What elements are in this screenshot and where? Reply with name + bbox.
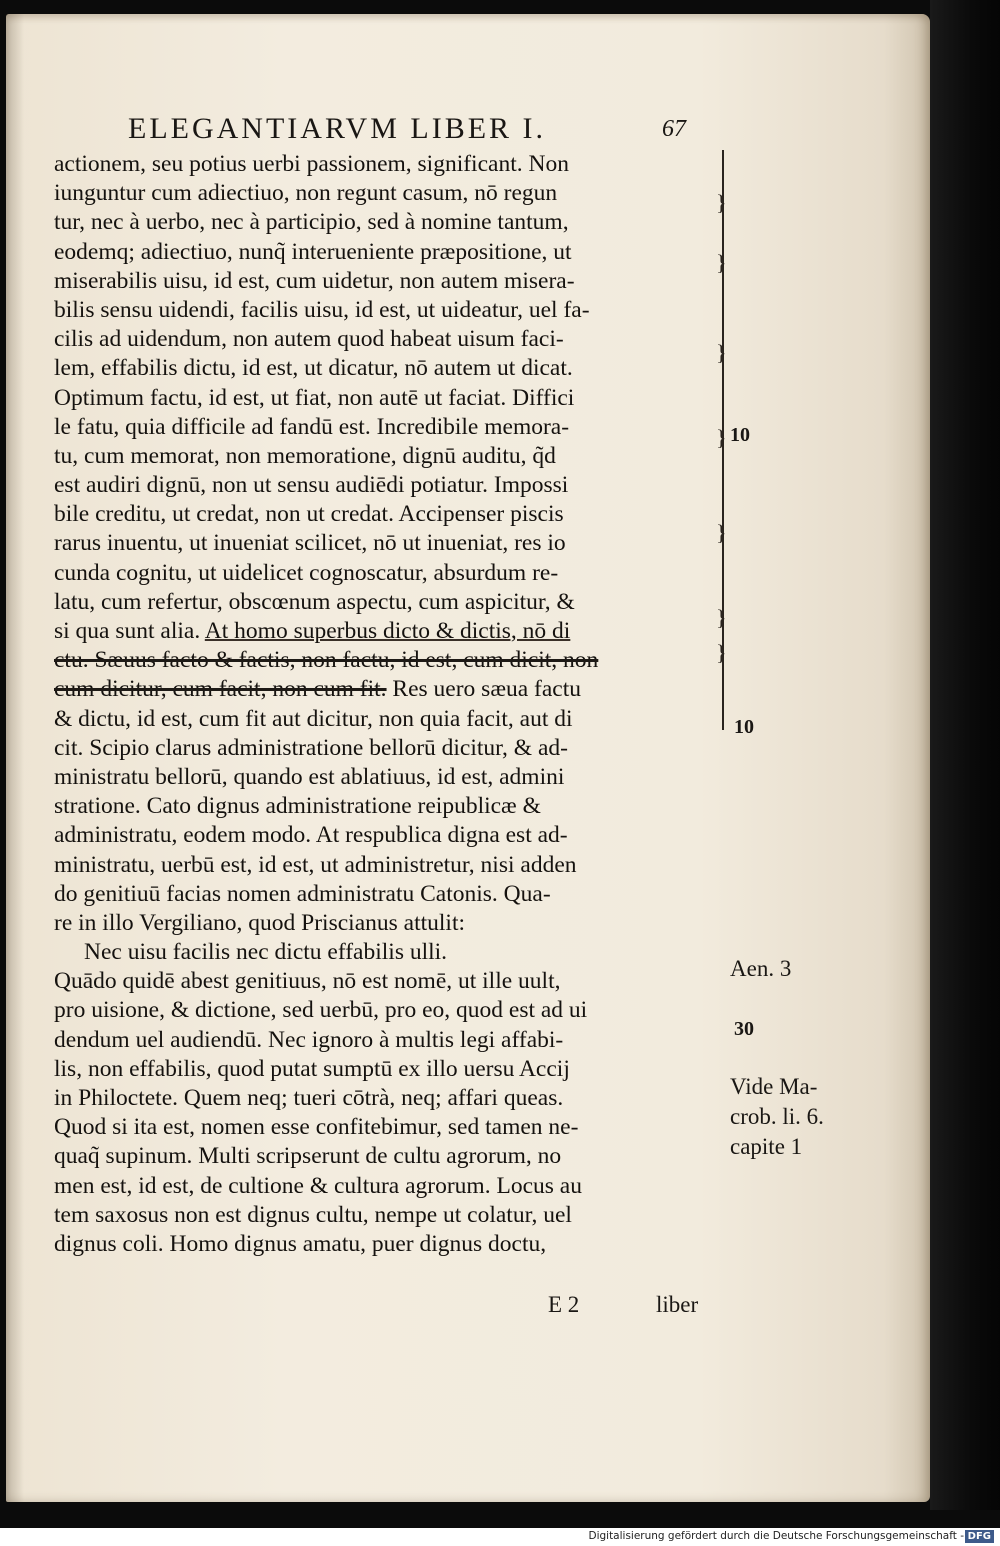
text-line: lem, effabilis dictu, id est, ut dicatur, nō autem ut dicat. <box>54 355 573 382</box>
text-line: cilis ad uidendum, non autem quod habeat uisum faci- <box>54 326 564 353</box>
text-line: men est, id est, de cultione & cultura agrorum. Locus au <box>54 1172 582 1199</box>
struck-passage: cum dicitur, cum facit, non cum fit. <box>54 676 387 703</box>
text-line: pro uisione, & dictione, sed uerbū, pro eo, quod est ad ui <box>54 997 588 1024</box>
text-line: tu, cum memorat, non memoratione, dignū auditu, q̃d <box>54 442 556 469</box>
text-line: dignus coli. Homo dignus amatu, puer dignus doctu, <box>54 1230 547 1257</box>
verse-quotation: Nec uisu facilis nec dictu effabilis ulli. <box>84 939 448 966</box>
text-line: miserabilis uisu, id est, cum uidetur, non autem misera- <box>54 267 575 294</box>
text-line: iunguntur cum adiectiuo, non regunt casum, nō regun <box>54 180 558 207</box>
text-line: bilis sensu uidendi, facilis uisu, id est, ut uideatur, uel fa- <box>54 296 590 323</box>
text-line: administratu, eodem modo. At respublica digna est ad- <box>54 822 568 849</box>
text-line: cit. Scipio clarus administratione bellorū dicitur, & ad- <box>54 734 568 761</box>
text-line: eodemq; adiectiuo, nunq̃ interueniente præpositione, ut <box>54 238 572 265</box>
text-line: dendum uel audiendū. Nec ignoro à multis legi affabi- <box>54 1026 564 1053</box>
running-head: ELEGANTIARVM LIBER I. <box>128 112 547 145</box>
text-line: re in illo Vergiliano, quod Priscianus attulit: <box>54 909 465 936</box>
signature-mark: E 2 <box>548 1292 580 1317</box>
page-number: 67 <box>662 116 686 142</box>
text-line: cunda cognitu, ut uidelicet cognoscatur, absurdum re- <box>54 559 559 586</box>
text-line: latu, cum refertur, obscœnum aspectu, cum aspicitur, & <box>54 588 575 615</box>
margin-line-number: 30 <box>734 1018 754 1040</box>
footer-credit: Digitalisierung gefördert durch die Deutsche Forschungsgemeinschaft - <box>588 1530 964 1542</box>
text-line: & dictu, id est, cum fit aut dicitur, non quia facit, aut di <box>54 705 573 732</box>
margin-reference: Vide Ma- <box>730 1074 818 1099</box>
text-line: tem saxosus non est dignus cultu, nempe ut colatur, uel <box>54 1201 572 1228</box>
margin-line-number: 10 <box>730 424 750 446</box>
text-line: Optimum factu, id est, ut fiat, non autē ut faciat. Diffici <box>54 384 575 411</box>
dfg-logo: DFG <box>965 1530 994 1543</box>
main-text <box>54 150 724 1259</box>
catchword: liber <box>656 1292 699 1317</box>
text-fragment: Res uero sæua factu <box>392 676 582 703</box>
margin-bracket-icon: } <box>716 190 727 215</box>
text-line: in Philoctete. Quem neq; tueri cōtrà, neq; affari queas. <box>54 1085 564 1111</box>
margin-bracket-icon: } <box>716 250 727 275</box>
margin-bracket-icon: } <box>716 340 727 365</box>
text-line-struck <box>54 675 724 704</box>
margin-bracket-icon: } <box>716 605 727 630</box>
text-line: actionem, seu potius uerbi passionem, significant. Non <box>54 151 569 177</box>
text-line: tur, nec à uerbo, nec à participio, sed à nomine tantum, <box>54 209 569 236</box>
text-line: rarus inuentu, ut inueniat scilicet, nō ut inueniat, res io <box>54 530 566 557</box>
text-line: bile creditu, ut credat, non ut credat. Accipenser piscis <box>54 501 564 528</box>
text-fragment: si qua sunt alia. <box>54 618 201 644</box>
spine-shadow <box>6 14 24 1502</box>
book-edge <box>930 0 1000 1510</box>
text-line-underlined <box>54 617 724 646</box>
margin-line-number: 10 <box>734 716 754 738</box>
text-line: do genitiuū facias nomen administratu Catonis. Qua- <box>54 880 551 907</box>
text-line: lis, non effabilis, quod putat sumptū ex illo uersu Accij <box>54 1055 570 1082</box>
text-line: Quod si ita est, nomen esse confitebimur, sed tamen ne- <box>54 1114 579 1141</box>
text-line: ministratu bellorū, quando est ablatiuus, id est, admini <box>54 763 565 790</box>
text-line: le fatu, quia difficile ad fandū est. Incredibile memora- <box>54 413 570 440</box>
text-line-struck <box>54 646 724 675</box>
underlined-passage: At homo superbus dicto & dictis, nō di <box>204 618 571 644</box>
margin-reference: crob. li. 6. <box>730 1104 824 1129</box>
text-line: stratione. Cato dignus administratione reipublicæ & <box>54 793 541 820</box>
margin-bracket-icon: } <box>716 640 727 665</box>
text-line: est audiri dignū, non ut sensu audiēdi potiatur. Impossi <box>54 472 569 499</box>
struck-passage: ctu. Sæuus facto & factis, non factu, id est, cum dicit, non <box>54 647 599 674</box>
margin-reference: Aen. 3 <box>730 956 792 981</box>
margin-bracket-icon: } <box>716 520 727 545</box>
margin-bracket-icon: } <box>716 425 727 450</box>
margin-reference: capite 1 <box>730 1134 803 1159</box>
text-line: quaq̃ supinum. Multi scripserunt de cultu agrorum, no <box>54 1143 562 1170</box>
text-line: ministratu, uerbū est, id est, ut administretur, nisi adden <box>54 851 577 878</box>
text-line: Quādo quidē abest genitiuus, nō est nomē, ut ille uult, <box>54 968 561 995</box>
